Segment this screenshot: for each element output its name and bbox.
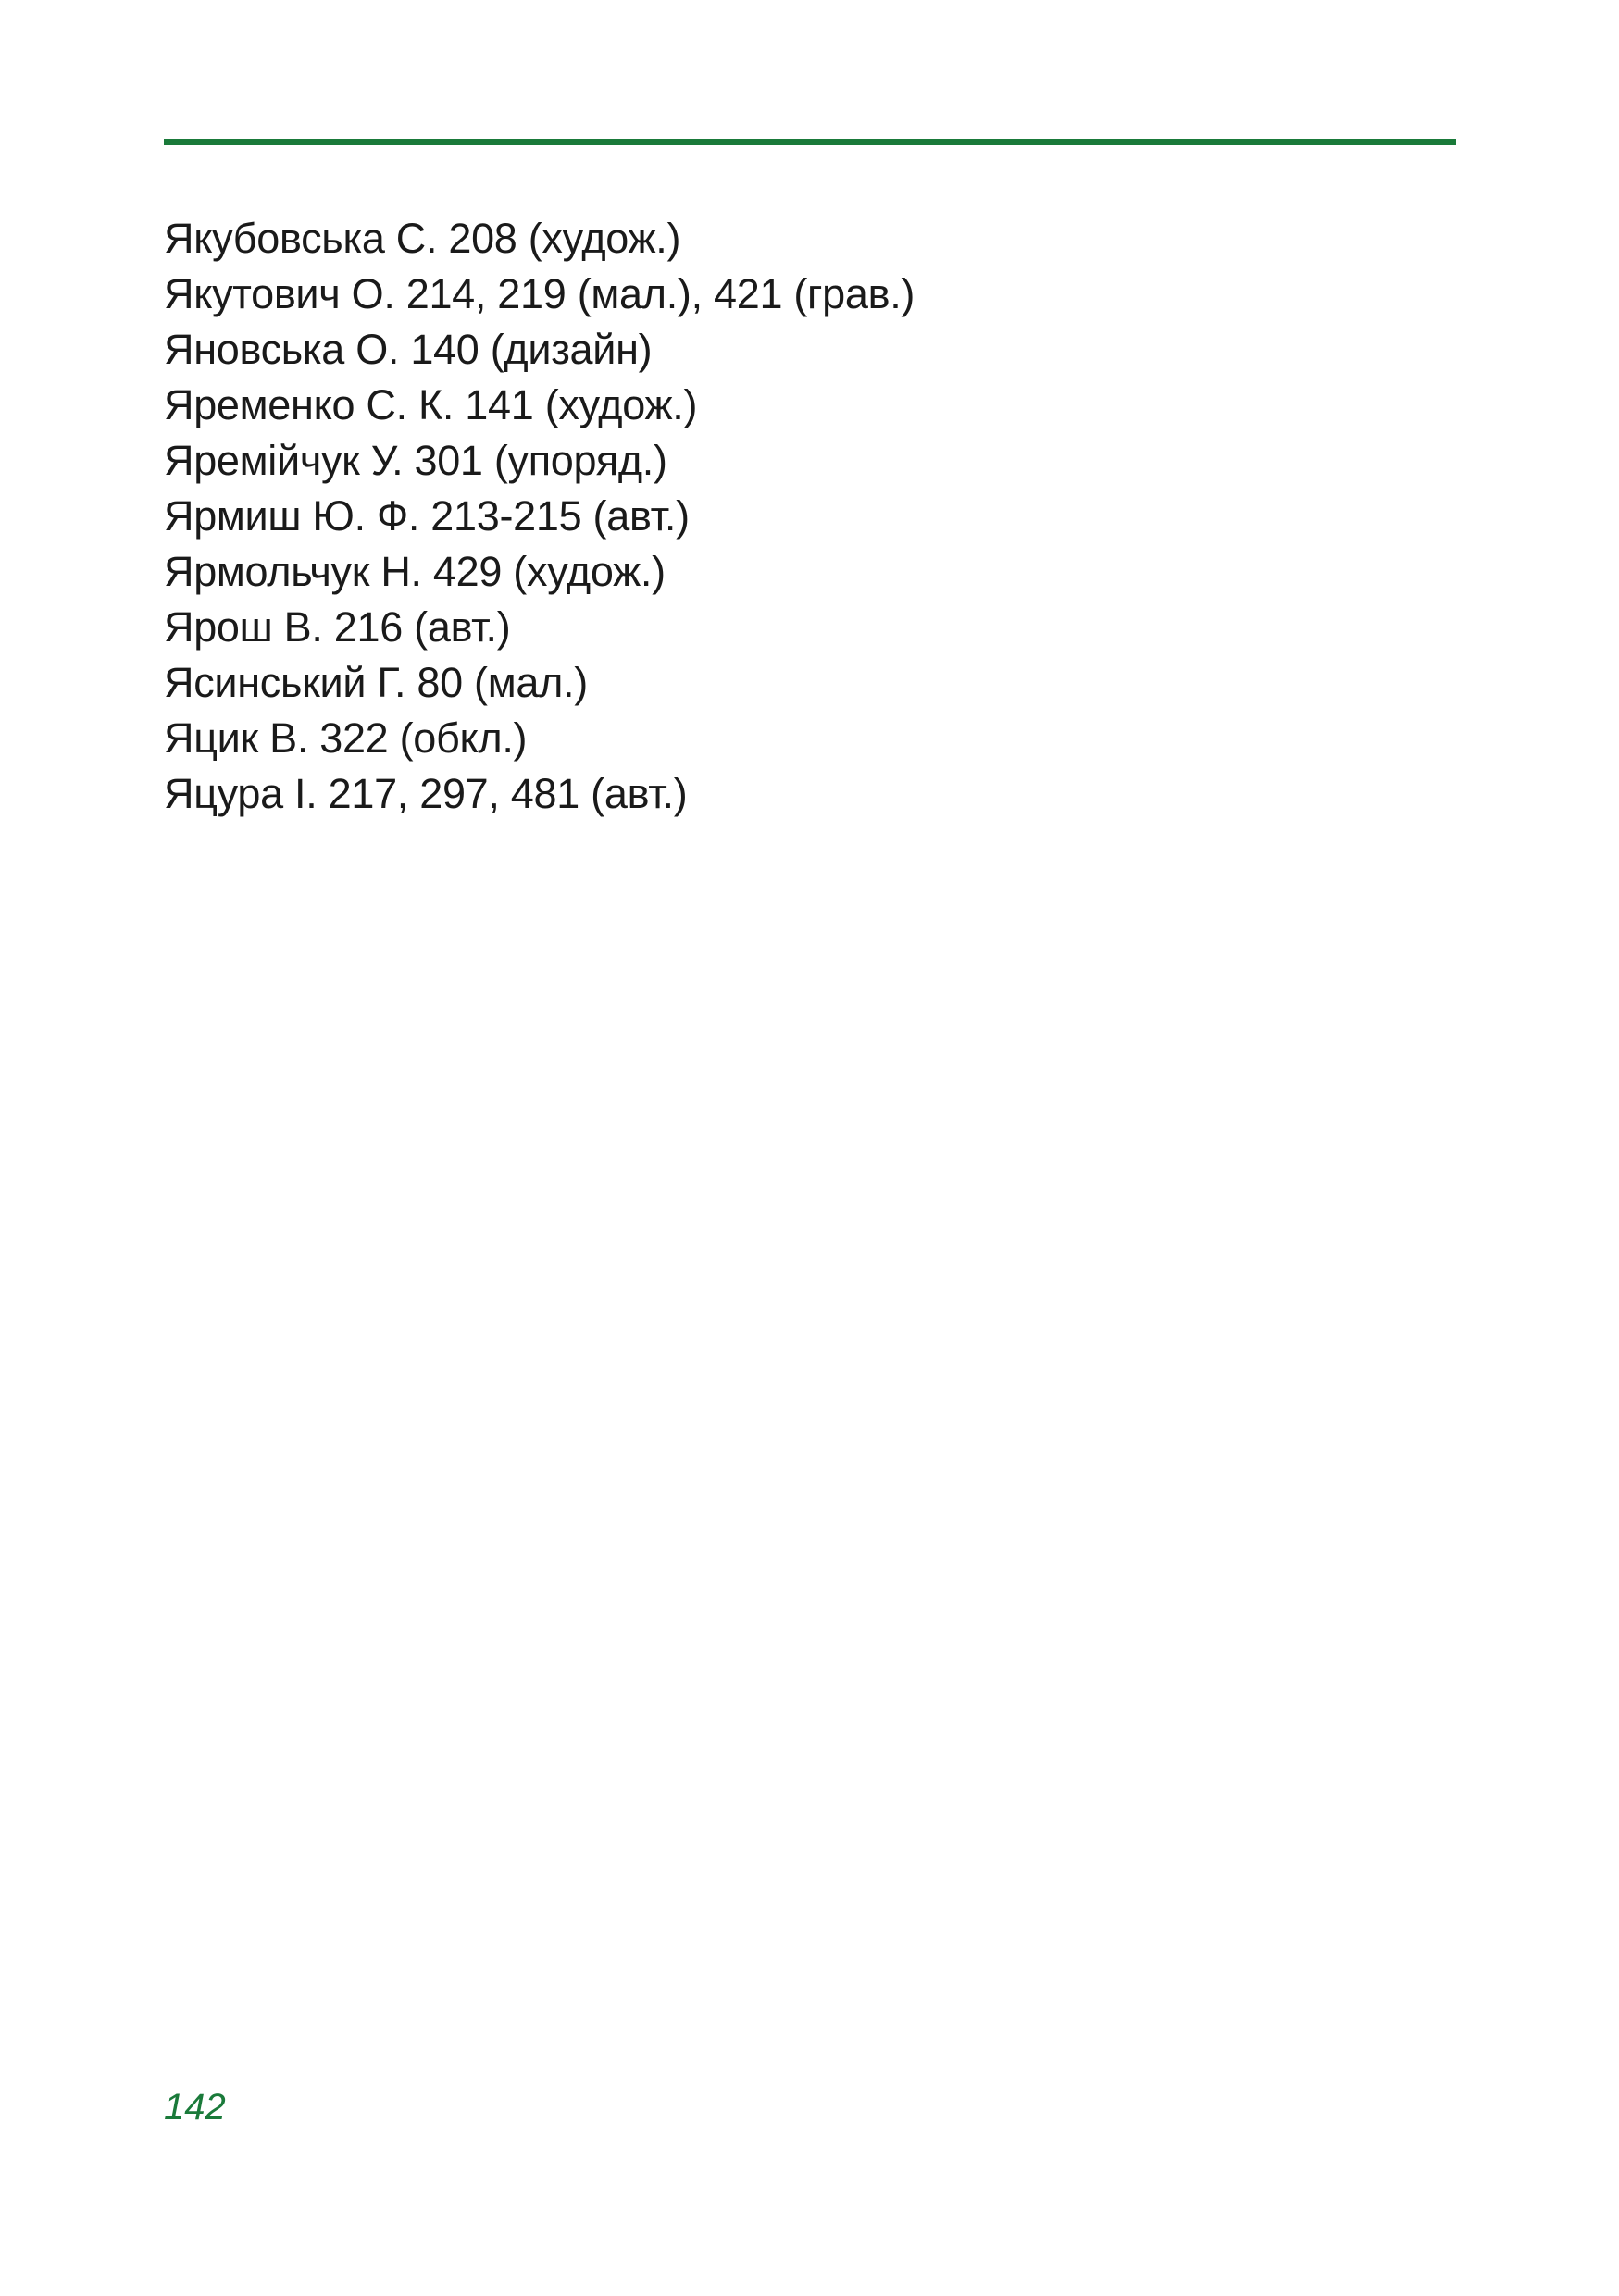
name-index-list — [164, 211, 915, 822]
index-entry: Ярмиш Ю. Ф. 213-215 (авт.) — [164, 492, 690, 540]
index-entry: Якутович О. 214, 219 (мал.), 421 (грав.) — [164, 270, 915, 317]
index-entry: Ярош В. 216 (авт.) — [164, 603, 511, 651]
index-entry: Яцик В. 322 (обкл.) — [164, 714, 528, 762]
index-entry: Ярмольчук Н. 429 (худож.) — [164, 548, 666, 595]
top-rule — [164, 139, 1456, 145]
index-entry: Якубовська С. 208 (худож.) — [164, 215, 681, 262]
index-entry: Яцура І. 217, 297, 481 (авт.) — [164, 770, 688, 817]
page-number: 142 — [164, 2087, 226, 2128]
index-entry: Яновська О. 140 (дизайн) — [164, 326, 653, 373]
index-entry: Ясинський Г. 80 (мал.) — [164, 659, 588, 706]
index-entry: Яременко С. К. 141 (худож.) — [164, 381, 698, 428]
index-entry: Яремійчук У. 301 (упоряд.) — [164, 437, 667, 484]
